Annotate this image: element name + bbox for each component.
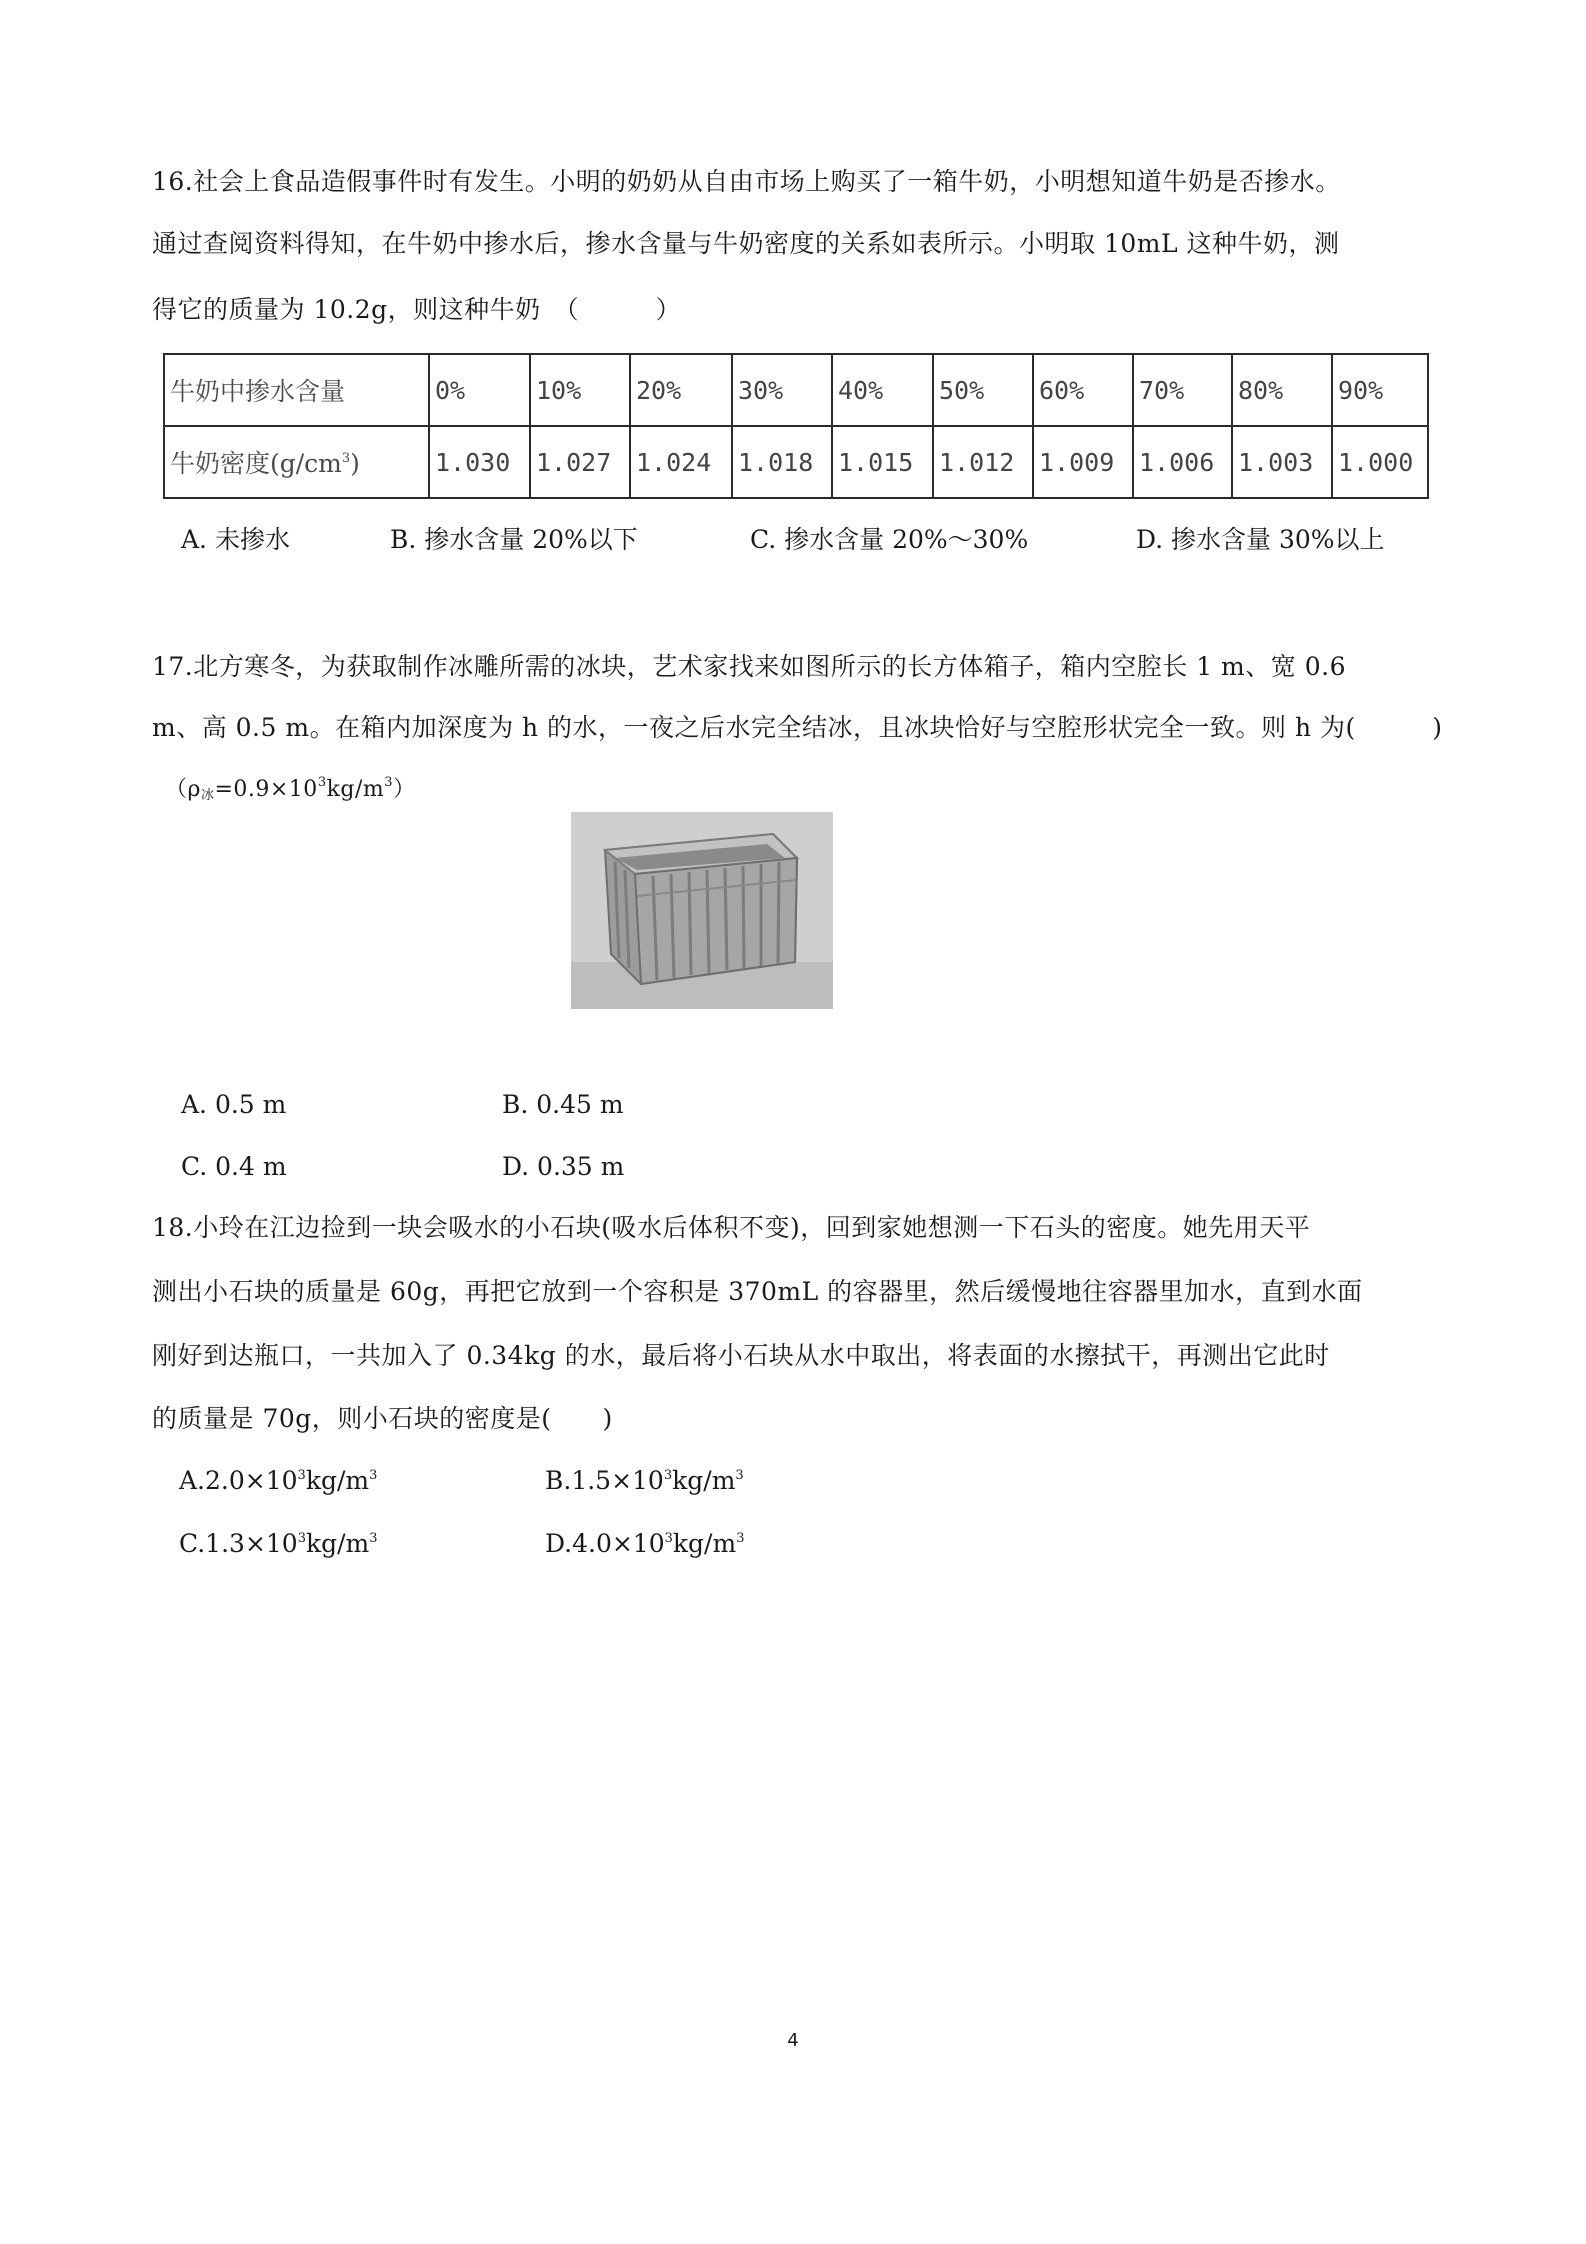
- table-row-density: [164, 426, 1428, 498]
- table-cell: 1.000: [1332, 426, 1428, 498]
- q18-option-b: $B.1.5\times 10^3kg/m^3$: [545, 1466, 744, 1495]
- q16-line-3: 得它的质量为 10.2g，则这种牛奶 （ ）: [152, 295, 682, 324]
- table-header-water-content: 牛奶中掺水含量: [164, 354, 429, 426]
- table-cell: 60%: [1033, 354, 1133, 426]
- q18-option-c: $C.1.3\times 10^3kg/m^3$: [179, 1529, 378, 1558]
- q17-option-d: D. 0.35 m: [502, 1152, 625, 1181]
- q16-line-2: 通过查阅资料得知，在牛奶中掺水后，掺水含量与牛奶密度的关系如表所示。小明取 10mL 这种牛奶，测: [152, 229, 1340, 258]
- table-header-density: 牛奶密度$(g/cm^3)$: [164, 426, 429, 498]
- table-cell: 40%: [832, 354, 933, 426]
- table-cell: 1.015: [832, 426, 933, 498]
- q17-option-c: C. 0.4 m: [181, 1152, 287, 1181]
- table-cell: 1.027: [530, 426, 630, 498]
- table-cell: 10%: [530, 354, 630, 426]
- q18-option-d: $D.4.0\times 10^3kg/m^3$: [545, 1529, 745, 1558]
- table-row-water-content: [164, 354, 1428, 426]
- table-cell: 30%: [732, 354, 832, 426]
- storage-box-photo: [571, 812, 833, 1009]
- table-cell: 1.012: [933, 426, 1033, 498]
- q18-line-3: 刚好到达瓶口，一共加入了 0.34kg 的水，最后将小石块从水中取出，将表面的水擦拭干，再测出它此时: [152, 1341, 1330, 1370]
- q17-line-2: m、高 0.5 m。在箱内加深度为 h 的水，一夜之后水完全结冰，且冰块恰好与空腔形状完全一致。则 h 为( ): [152, 713, 1443, 742]
- q17-line-1: 17.北方寒冬，为获取制作冰雕所需的冰块，艺术家找来如图所示的长方体箱子，箱内空腔长 1 m、宽 0.6: [152, 652, 1346, 681]
- density-table: [163, 353, 1429, 499]
- q16-option-b: B. 掺水含量 20%以下: [390, 525, 638, 554]
- table-cell: 1.024: [630, 426, 732, 498]
- table-cell: 90%: [1332, 354, 1428, 426]
- q16-option-d: D. 掺水含量 30%以上: [1136, 525, 1385, 554]
- table-cell: 80%: [1232, 354, 1332, 426]
- q18-line-1: 18.小玲在江边捡到一块会吸水的小石块(吸水后体积不变)，回到家她想测一下石头的密度。她先用天平: [152, 1213, 1311, 1242]
- table-cell: 20%: [630, 354, 732, 426]
- table-cell: 1.006: [1133, 426, 1232, 498]
- table-cell: 50%: [933, 354, 1033, 426]
- table-cell: 1.003: [1232, 426, 1332, 498]
- q18-line-2: 测出小石块的质量是 60g，再把它放到一个容积是 370mL 的容器里，然后缓慢地往容器里加水，直到水面: [152, 1277, 1363, 1306]
- table-cell: 0%: [429, 354, 530, 426]
- q18-line-4: 的质量是 70g，则小石块的密度是( ): [152, 1404, 613, 1433]
- table-cell: 1.030: [429, 426, 530, 498]
- table-cell: 1.009: [1033, 426, 1133, 498]
- q16-option-a: A. 未掺水: [181, 525, 290, 554]
- q18-option-a: $A.2.0\times 10^3kg/m^3$: [179, 1466, 378, 1495]
- table-cell: 1.018: [732, 426, 832, 498]
- page-number: 4: [787, 2030, 799, 2051]
- q17-ice-density: $(\rho_冰=0.9\times 10^3kg/m^3)$: [165, 775, 416, 803]
- q17-option-a: A. 0.5 m: [181, 1090, 287, 1119]
- table-cell: 70%: [1133, 354, 1232, 426]
- q17-option-b: B. 0.45 m: [502, 1090, 624, 1119]
- q16-option-c: C. 掺水含量 20%～30%: [750, 525, 1029, 554]
- q16-line-1: 16.社会上食品造假事件时有发生。小明的奶奶从自由市场上购买了一箱牛奶，小明想知道牛奶是否掺水。: [152, 167, 1341, 196]
